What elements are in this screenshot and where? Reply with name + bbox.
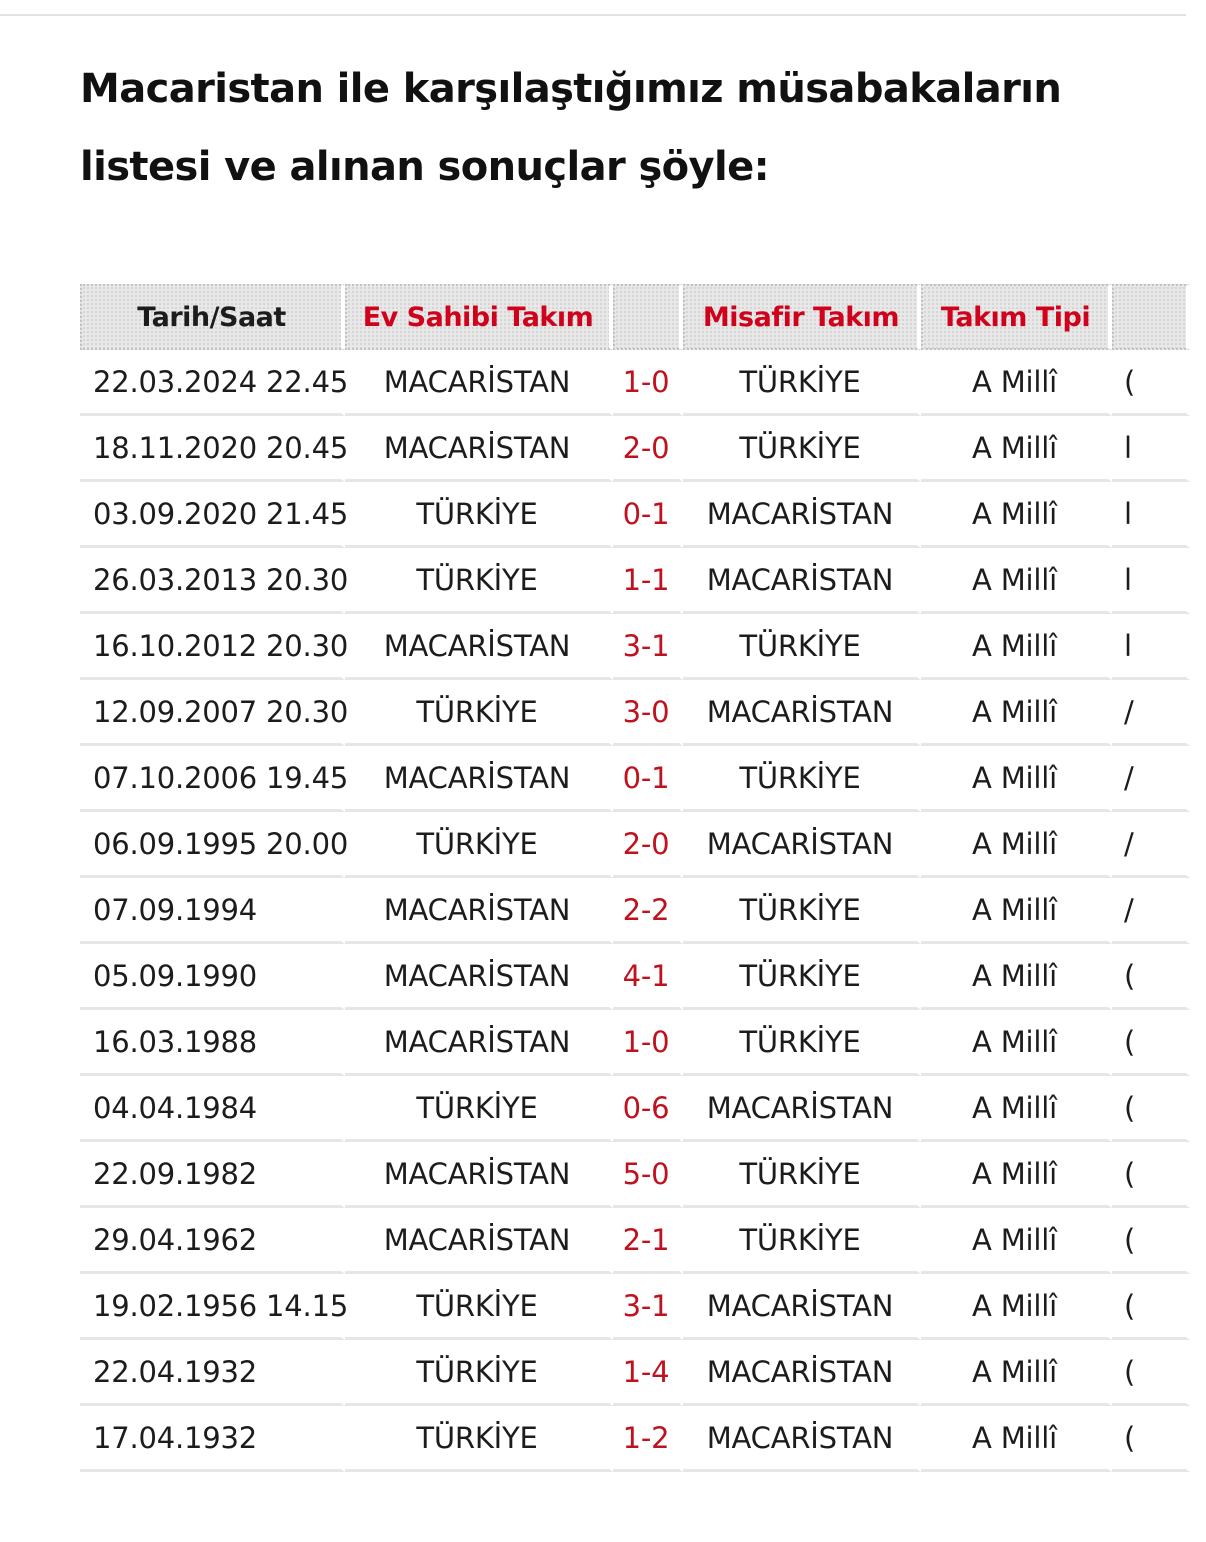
header-date[interactable]: Tarih/Saat	[80, 284, 345, 350]
match-date: 03.09.2020 21.45	[80, 482, 345, 548]
team-type: A Millî	[921, 1340, 1112, 1406]
table-row	[80, 1142, 1190, 1208]
home-team: TÜRKİYE	[345, 1076, 613, 1142]
home-team: TÜRKİYE	[345, 482, 613, 548]
table-row	[80, 1076, 1190, 1142]
table-row	[80, 878, 1190, 944]
extra-cell: (	[1112, 1208, 1190, 1274]
match-score: 1-1	[613, 548, 683, 614]
table-row	[80, 1274, 1190, 1340]
home-team: TÜRKİYE	[345, 680, 613, 746]
team-type: A Millî	[921, 1208, 1112, 1274]
match-date: 18.11.2020 20.45	[80, 416, 345, 482]
match-date: 22.09.1982	[80, 1142, 345, 1208]
extra-cell: /	[1112, 680, 1190, 746]
extra-cell: (	[1112, 350, 1190, 416]
extra-cell: l	[1112, 416, 1190, 482]
table-row	[80, 1208, 1190, 1274]
home-team: TÜRKİYE	[345, 1406, 613, 1472]
away-team: TÜRKİYE	[683, 614, 921, 680]
match-date: 06.09.1995 20.00	[80, 812, 345, 878]
table-row	[80, 614, 1190, 680]
match-date: 05.09.1990	[80, 944, 345, 1010]
away-team: TÜRKİYE	[683, 1208, 921, 1274]
away-team: MACARİSTAN	[683, 1406, 921, 1472]
team-type: A Millî	[921, 416, 1112, 482]
table-row	[80, 680, 1190, 746]
home-team: MACARİSTAN	[345, 1142, 613, 1208]
match-results-table	[80, 284, 1190, 1472]
header-score[interactable]	[613, 284, 683, 350]
team-type: A Millî	[921, 1406, 1112, 1472]
away-team: MACARİSTAN	[683, 1076, 921, 1142]
team-type: A Millî	[921, 1076, 1112, 1142]
away-team: MACARİSTAN	[683, 482, 921, 548]
away-team: MACARİSTAN	[683, 1340, 921, 1406]
team-type: A Millî	[921, 614, 1112, 680]
extra-cell: (	[1112, 1274, 1190, 1340]
match-date: 04.04.1984	[80, 1076, 345, 1142]
table-row	[80, 944, 1190, 1010]
home-team: MACARİSTAN	[345, 944, 613, 1010]
table-row	[80, 350, 1190, 416]
away-team: TÜRKİYE	[683, 350, 921, 416]
extra-cell: (	[1112, 1406, 1190, 1472]
team-type: A Millî	[921, 1010, 1112, 1076]
match-date: 07.10.2006 19.45	[80, 746, 345, 812]
team-type: A Millî	[921, 812, 1112, 878]
team-type: A Millî	[921, 548, 1112, 614]
header-row	[80, 284, 1190, 350]
match-date: 19.02.1956 14.15	[80, 1274, 345, 1340]
away-team: TÜRKİYE	[683, 878, 921, 944]
away-team: MACARİSTAN	[683, 680, 921, 746]
article-heading	[80, 50, 1140, 206]
home-team: MACARİSTAN	[345, 350, 613, 416]
home-team: TÜRKİYE	[345, 1274, 613, 1340]
match-table-container[interactable]	[80, 284, 1136, 1484]
match-score: 1-0	[613, 350, 683, 416]
header-extra[interactable]	[1112, 284, 1190, 350]
match-score: 0-1	[613, 746, 683, 812]
extra-cell: (	[1112, 1076, 1190, 1142]
home-team: MACARİSTAN	[345, 416, 613, 482]
table-row	[80, 1010, 1190, 1076]
away-team: TÜRKİYE	[683, 1142, 921, 1208]
home-team: MACARİSTAN	[345, 1208, 613, 1274]
away-team: MACARİSTAN	[683, 1274, 921, 1340]
match-score: 2-2	[613, 878, 683, 944]
match-score: 2-0	[613, 416, 683, 482]
home-team: MACARİSTAN	[345, 1010, 613, 1076]
away-team: TÜRKİYE	[683, 944, 921, 1010]
match-date: 12.09.2007 20.30	[80, 680, 345, 746]
match-date: 22.03.2024 22.45	[80, 350, 345, 416]
match-date: 29.04.1962	[80, 1208, 345, 1274]
extra-cell: l	[1112, 614, 1190, 680]
table-row	[80, 548, 1190, 614]
heading-line-2: listesi ve alınan sonuçlar şöyle:	[80, 144, 770, 190]
match-score: 1-4	[613, 1340, 683, 1406]
extra-cell: (	[1112, 1010, 1190, 1076]
match-date: 16.10.2012 20.30	[80, 614, 345, 680]
extra-cell: (	[1112, 1340, 1190, 1406]
match-score: 4-1	[613, 944, 683, 1010]
team-type: A Millî	[921, 878, 1112, 944]
heading-line-1: Macaristan ile karşılaştığımız müsabakaların	[80, 66, 1062, 112]
match-score: 2-0	[613, 812, 683, 878]
team-type: A Millî	[921, 746, 1112, 812]
extra-cell: l	[1112, 482, 1190, 548]
home-team: MACARİSTAN	[345, 746, 613, 812]
away-team: MACARİSTAN	[683, 548, 921, 614]
table-row	[80, 746, 1190, 812]
header-team-type[interactable]: Takım Tipi	[921, 284, 1112, 350]
table-body	[80, 350, 1190, 1472]
team-type: A Millî	[921, 1142, 1112, 1208]
table-header	[80, 284, 1190, 350]
away-team: TÜRKİYE	[683, 1010, 921, 1076]
team-type: A Millî	[921, 482, 1112, 548]
table-row	[80, 1406, 1190, 1472]
home-team: TÜRKİYE	[345, 548, 613, 614]
match-date: 16.03.1988	[80, 1010, 345, 1076]
match-date: 17.04.1932	[80, 1406, 345, 1472]
match-score: 2-1	[613, 1208, 683, 1274]
table-row	[80, 812, 1190, 878]
away-team: TÜRKİYE	[683, 746, 921, 812]
table-row	[80, 416, 1190, 482]
match-score: 0-6	[613, 1076, 683, 1142]
team-type: A Millî	[921, 1274, 1112, 1340]
extra-cell: /	[1112, 746, 1190, 812]
team-type: A Millî	[921, 944, 1112, 1010]
extra-cell: /	[1112, 878, 1190, 944]
extra-cell: l	[1112, 548, 1190, 614]
match-score: 0-1	[613, 482, 683, 548]
table-row	[80, 482, 1190, 548]
extra-cell: /	[1112, 812, 1190, 878]
away-team: TÜRKİYE	[683, 416, 921, 482]
extra-cell: (	[1112, 1142, 1190, 1208]
home-team: MACARİSTAN	[345, 614, 613, 680]
match-score: 5-0	[613, 1142, 683, 1208]
team-type: A Millî	[921, 680, 1112, 746]
match-score: 3-0	[613, 680, 683, 746]
extra-cell: (	[1112, 944, 1190, 1010]
header-home-team[interactable]: Ev Sahibi Takım	[345, 284, 613, 350]
match-score: 1-2	[613, 1406, 683, 1472]
match-score: 3-1	[613, 614, 683, 680]
header-away-team[interactable]: Misafir Takım	[683, 284, 921, 350]
table-row	[80, 1340, 1190, 1406]
away-team: MACARİSTAN	[683, 812, 921, 878]
match-date: 07.09.1994	[80, 878, 345, 944]
match-score: 1-0	[613, 1010, 683, 1076]
home-team: MACARİSTAN	[345, 878, 613, 944]
match-date: 22.04.1932	[80, 1340, 345, 1406]
top-divider	[0, 14, 1186, 16]
home-team: TÜRKİYE	[345, 812, 613, 878]
team-type: A Millî	[921, 350, 1112, 416]
match-score: 3-1	[613, 1274, 683, 1340]
home-team: TÜRKİYE	[345, 1340, 613, 1406]
match-date: 26.03.2013 20.30	[80, 548, 345, 614]
